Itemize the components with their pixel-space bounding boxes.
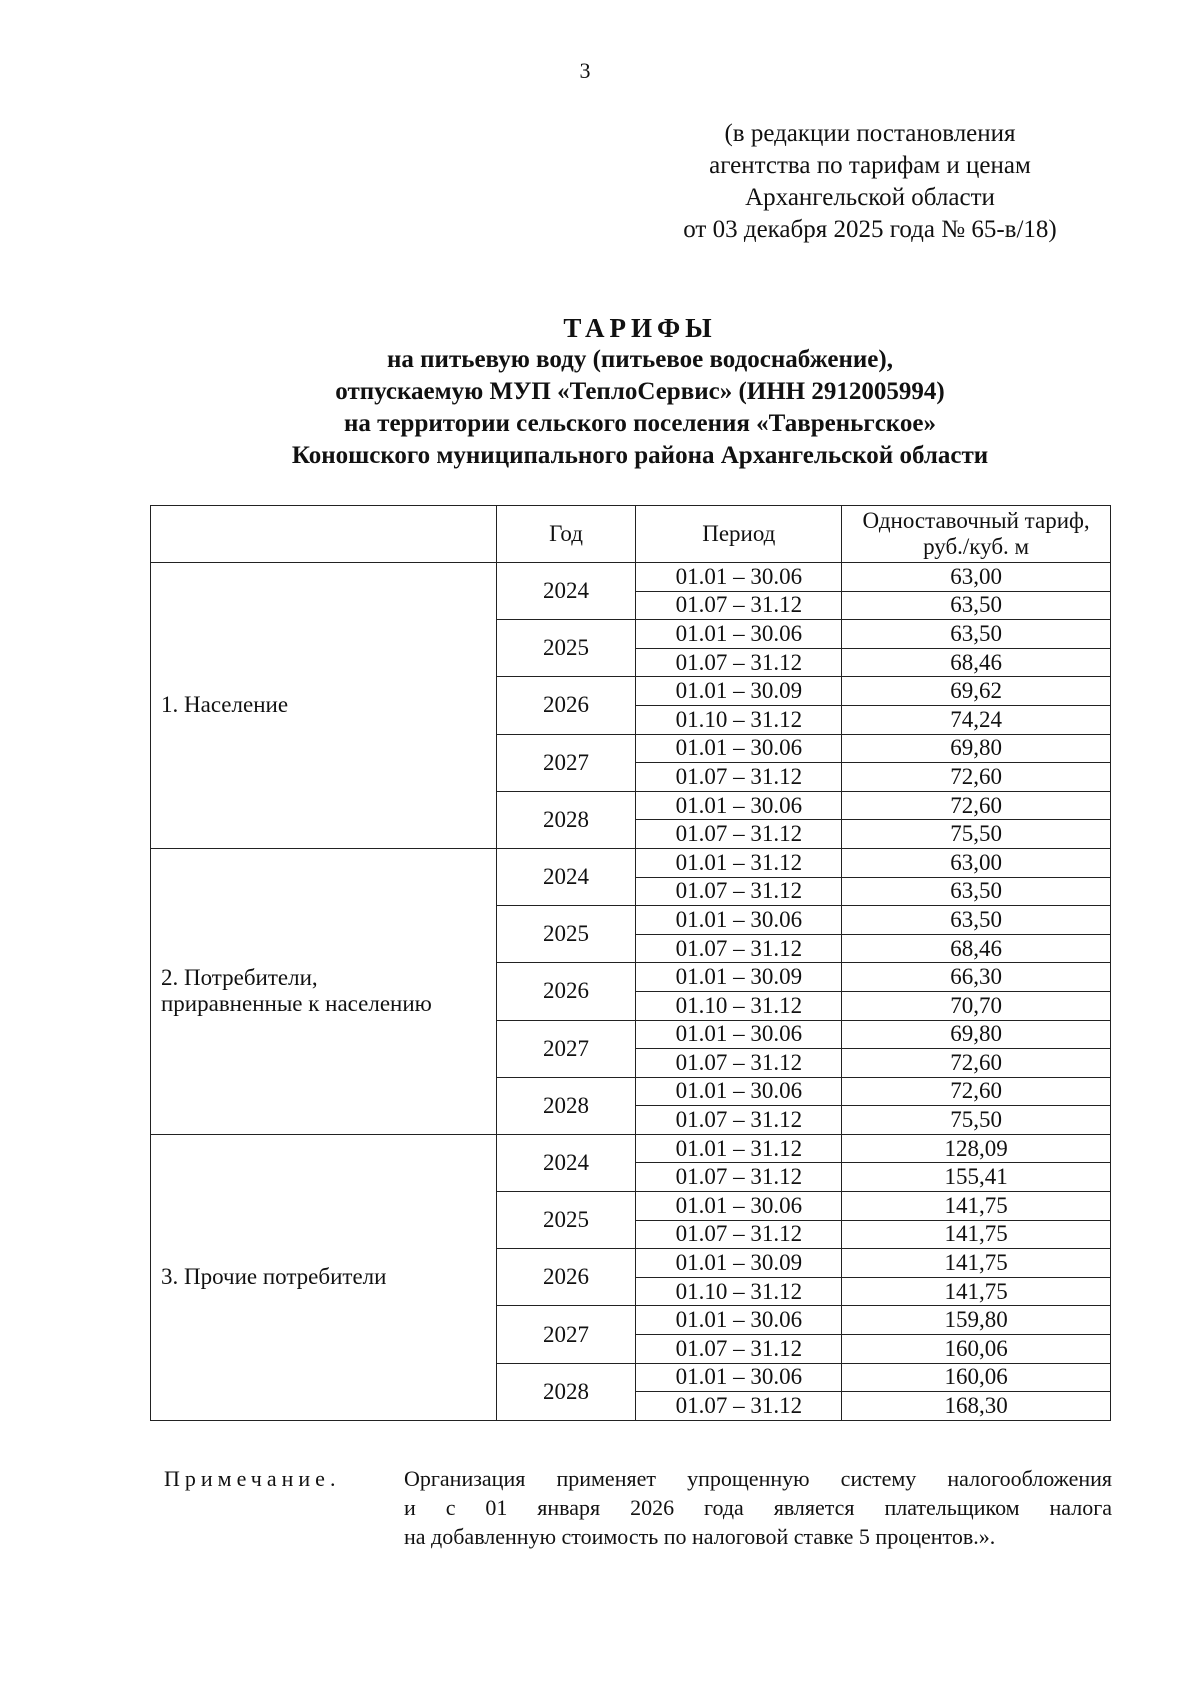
consumer-group-label: 2. Потребители, — [161, 965, 318, 991]
table-row — [151, 1134, 1111, 1163]
period-cell: 01.01 – 30.06 — [636, 1077, 842, 1106]
note-text — [404, 1464, 1112, 1551]
period-cell: 01.07 – 31.12 — [636, 1392, 842, 1421]
consumer-group-cell — [151, 1134, 497, 1420]
tariff-cell: 68,46 — [842, 934, 1111, 963]
header-category — [151, 506, 497, 563]
note-line: на добавленную стоимость по налоговой ставке 5 процентов.». — [404, 1524, 996, 1549]
period-cell: 01.01 – 30.06 — [636, 906, 842, 935]
consumer-group-label: 3. Прочие потребители — [161, 1264, 387, 1290]
title-line: Коношского муниципального района Архангельской области — [291, 442, 989, 469]
period-cell: 01.07 – 31.12 — [636, 820, 842, 849]
year-cell: 2025 — [496, 620, 636, 677]
edition-line: Архангельской области — [745, 184, 995, 211]
period-cell: 01.01 – 30.06 — [636, 1306, 842, 1335]
period-cell: 01.07 – 31.12 — [636, 1220, 842, 1249]
period-cell: 01.01 – 30.06 — [636, 1363, 842, 1392]
period-cell: 01.10 – 31.12 — [636, 1277, 842, 1306]
period-cell: 01.01 – 30.06 — [636, 791, 842, 820]
period-cell: 01.07 – 31.12 — [636, 648, 842, 677]
title-line: на территории сельского поселения «Тавреньгское» — [344, 410, 936, 437]
year-cell: 2028 — [496, 1363, 636, 1420]
period-cell: 01.01 – 30.06 — [636, 1020, 842, 1049]
tariff-cell: 72,60 — [842, 1049, 1111, 1078]
tariff-cell: 160,06 — [842, 1335, 1111, 1364]
tariff-cell: 72,60 — [842, 1077, 1111, 1106]
tariff-cell: 69,80 — [842, 734, 1111, 763]
year-cell: 2026 — [496, 963, 636, 1020]
tariff-cell: 155,41 — [842, 1163, 1111, 1192]
tariff-cell: 141,75 — [842, 1277, 1111, 1306]
consumer-group-label: 1. Население — [161, 692, 289, 718]
period-cell: 01.07 – 31.12 — [636, 1106, 842, 1135]
consumer-group-cell — [151, 848, 497, 1134]
period-cell: 01.07 – 31.12 — [636, 877, 842, 906]
tariff-cell: 63,00 — [842, 563, 1111, 592]
period-cell: 01.01 – 31.12 — [636, 1134, 842, 1163]
tariff-cell: 66,30 — [842, 963, 1111, 992]
title-main: ТАРИФЫ — [563, 313, 717, 343]
year-cell: 2027 — [496, 1020, 636, 1077]
table-header-row — [151, 506, 1111, 563]
consumer-group-label: приравненные к населению — [161, 991, 432, 1017]
header-tariff — [842, 506, 1111, 563]
edition-line: (в редакции постановления — [724, 120, 1016, 147]
tariff-cell: 141,75 — [842, 1220, 1111, 1249]
tariff-cell: 75,50 — [842, 820, 1111, 849]
period-cell: 01.07 – 31.12 — [636, 763, 842, 792]
header-tariff-line: руб./куб. м — [923, 534, 1030, 559]
consumer-group-cell — [151, 563, 497, 849]
period-cell: 01.10 – 31.12 — [636, 991, 842, 1020]
tariff-cell: 63,00 — [842, 848, 1111, 877]
edition-note — [620, 118, 1120, 246]
year-cell: 2025 — [496, 1192, 636, 1249]
tariff-cell: 68,46 — [842, 648, 1111, 677]
note-line: и с 01 января 2026 года является плательщиком налога — [404, 1495, 1112, 1520]
tariff-cell: 69,80 — [842, 1020, 1111, 1049]
table-row — [151, 848, 1111, 877]
tariff-cell: 128,09 — [842, 1134, 1111, 1163]
period-cell: 01.01 – 30.06 — [636, 1192, 842, 1221]
year-cell: 2027 — [496, 1306, 636, 1363]
note-label: Примечание. — [164, 1466, 341, 1491]
tariff-cell: 70,70 — [842, 991, 1111, 1020]
year-cell: 2027 — [496, 734, 636, 791]
tariff-cell: 160,06 — [842, 1363, 1111, 1392]
period-cell: 01.01 – 30.06 — [636, 734, 842, 763]
period-cell: 01.01 – 30.06 — [636, 620, 842, 649]
note-line: Организация применяет упрощенную систему налогообложения — [404, 1466, 1112, 1491]
year-cell: 2026 — [496, 677, 636, 734]
tariff-cell: 159,80 — [842, 1306, 1111, 1335]
tariff-cell: 69,62 — [842, 677, 1111, 706]
edition-line: агентства по тарифам и ценам — [709, 152, 1031, 179]
period-cell: 01.07 – 31.12 — [636, 1049, 842, 1078]
period-cell: 01.01 – 30.09 — [636, 677, 842, 706]
tariff-cell: 141,75 — [842, 1192, 1111, 1221]
year-cell: 2028 — [496, 791, 636, 848]
period-cell: 01.07 – 31.12 — [636, 591, 842, 620]
period-cell: 01.01 – 30.09 — [636, 1249, 842, 1278]
tariff-cell: 141,75 — [842, 1249, 1111, 1278]
year-cell: 2024 — [496, 563, 636, 620]
tariff-cell: 63,50 — [842, 591, 1111, 620]
year-cell: 2026 — [496, 1249, 636, 1306]
year-cell: 2025 — [496, 906, 636, 963]
year-cell: 2024 — [496, 848, 636, 905]
header-year: Год — [496, 506, 636, 563]
year-cell: 2028 — [496, 1077, 636, 1134]
tariff-cell: 72,60 — [842, 763, 1111, 792]
title-line: на питьевую воду (питьевое водоснабжение), — [387, 346, 893, 373]
period-cell: 01.07 – 31.12 — [636, 1335, 842, 1364]
tariff-cell: 63,50 — [842, 877, 1111, 906]
period-cell: 01.07 – 31.12 — [636, 1163, 842, 1192]
period-cell: 01.10 – 31.12 — [636, 705, 842, 734]
title-line: отпускаемую МУП «ТеплоСервис» (ИНН 2912005994) — [335, 378, 945, 405]
edition-line: от 03 декабря 2025 года № 65-в/18) — [683, 216, 1057, 243]
header-tariff-line: Одноставочный тариф, — [862, 508, 1090, 533]
period-cell: 01.01 – 30.09 — [636, 963, 842, 992]
tariff-table — [150, 505, 1111, 1421]
table-body — [151, 563, 1111, 1421]
tariff-cell: 168,30 — [842, 1392, 1111, 1421]
period-cell: 01.07 – 31.12 — [636, 934, 842, 963]
tariff-cell: 63,50 — [842, 620, 1111, 649]
tariff-cell: 63,50 — [842, 906, 1111, 935]
tariff-cell: 74,24 — [842, 705, 1111, 734]
header-period: Период — [636, 506, 842, 563]
tariff-cell: 75,50 — [842, 1106, 1111, 1135]
page-number: 3 — [579, 58, 591, 83]
period-cell: 01.01 – 30.06 — [636, 563, 842, 592]
year-cell: 2024 — [496, 1134, 636, 1191]
tariff-cell: 72,60 — [842, 791, 1111, 820]
table-row — [151, 563, 1111, 592]
period-cell: 01.01 – 31.12 — [636, 848, 842, 877]
document-title — [170, 312, 1110, 472]
